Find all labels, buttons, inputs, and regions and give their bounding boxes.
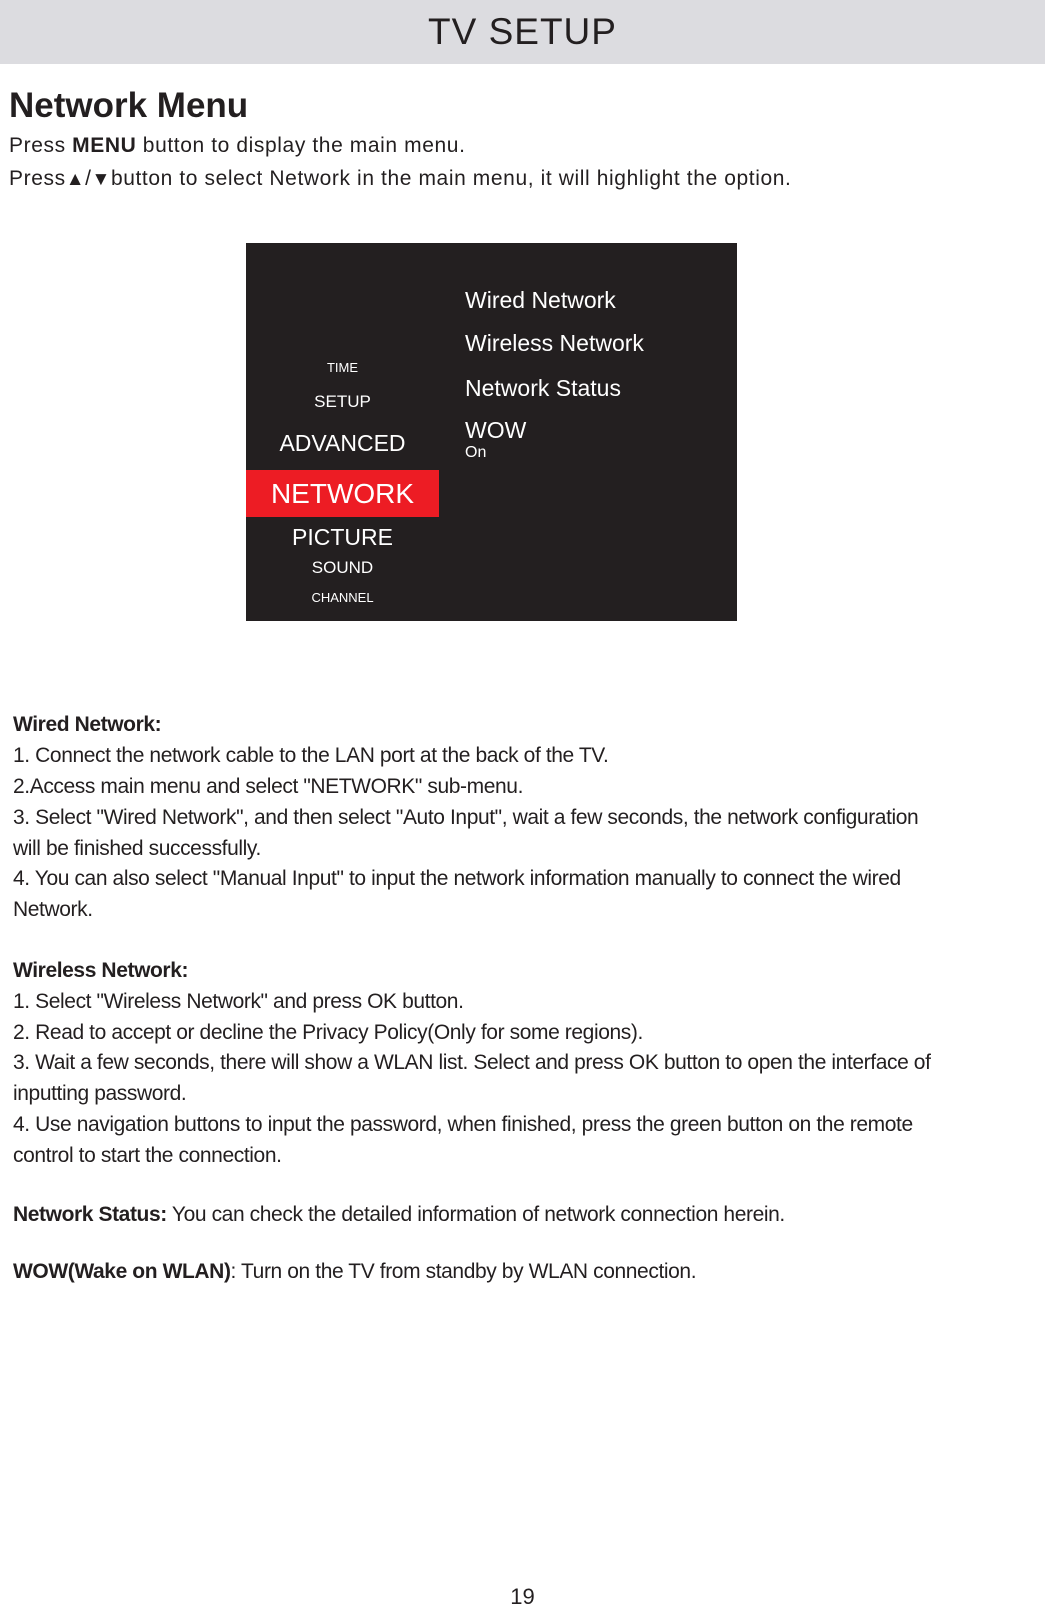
intro-line-1 (9, 131, 466, 161)
wow-text: : Turn on the TV from standby by WLAN connection. (230, 1260, 697, 1283)
wireless-line: 3. Wait a few seconds, there will show a WLAN list. Select and press OK button to open the interface of (13, 1051, 931, 1074)
slash: / (85, 167, 92, 190)
wired-line: 1. Connect the network cable to the LAN port at the back of the TV. (13, 744, 609, 767)
submenu-network-status[interactable]: Network Status (465, 375, 621, 401)
menu-item-network[interactable]: NETWORK (270, 478, 415, 509)
wow-label: WOW(Wake on WLAN) (13, 1260, 231, 1283)
wireless-heading: Wireless Network: (13, 959, 189, 982)
intro-text: Press (9, 167, 66, 190)
intro-text: button to display the main menu. (136, 134, 466, 157)
wired-line: will be finished successfully. (13, 837, 261, 860)
submenu-wireless-network[interactable]: Wireless Network (465, 330, 644, 356)
wireless-line: 2. Read to accept or decline the Privacy Policy(Only for some regions). (13, 1021, 643, 1044)
menu-item-sound[interactable]: SOUND (311, 558, 374, 577)
intro-text: button to select Network in the main menu, it will highlight the option. (110, 167, 792, 190)
wired-line: 2.Access main menu and select "NETWORK" sub-menu. (13, 775, 524, 798)
network-status-label: Network Status: (13, 1203, 167, 1226)
wireless-line: control to start the connection. (13, 1144, 282, 1167)
wired-heading: Wired Network: (13, 713, 162, 736)
intro-text: Press (9, 134, 73, 157)
menu-item-picture[interactable]: PICTURE (292, 524, 393, 550)
wired-line: 3. Select "Wired Network", and then select "Auto Input", wait a few seconds, the network configuration (13, 806, 919, 829)
page-header (0, 0, 1045, 64)
wired-line: 4. You can also select "Manual Input" to input the network information manually to connect the wired (13, 867, 901, 890)
wireless-line: inputting password. (13, 1082, 187, 1105)
page-number: 19 (510, 1584, 535, 1609)
network-status-text: You can check the detailed information of network connection herein. (166, 1203, 785, 1226)
network-status-paragraph (13, 1200, 785, 1230)
down-arrow-icon: ▼ (91, 169, 111, 190)
up-arrow-icon: ▲ (65, 169, 86, 190)
page-title: Network Menu (9, 86, 249, 125)
header-title: TV SETUP (428, 11, 617, 52)
menu-item-advanced[interactable]: ADVANCED (279, 430, 406, 456)
wow-value: On (465, 444, 487, 461)
menu-item-channel[interactable]: CHANNEL (311, 590, 374, 605)
wired-line: Network. (13, 898, 93, 921)
intro-line-2 (9, 164, 791, 195)
menu-item-setup[interactable]: SETUP (314, 392, 371, 411)
tv-menu-screen (246, 243, 737, 621)
menu-key-label: MENU (72, 134, 137, 157)
menu-item-time[interactable]: TIME (326, 360, 359, 375)
submenu-wow[interactable]: WOW (465, 417, 527, 443)
wireless-line: 4. Use navigation buttons to input the password, when finished, press the green button on the remote (13, 1113, 913, 1136)
wireless-line: 1. Select "Wireless Network" and press OK button. (13, 990, 464, 1013)
wow-paragraph (13, 1257, 696, 1287)
submenu-wired-network[interactable]: Wired Network (465, 287, 616, 313)
